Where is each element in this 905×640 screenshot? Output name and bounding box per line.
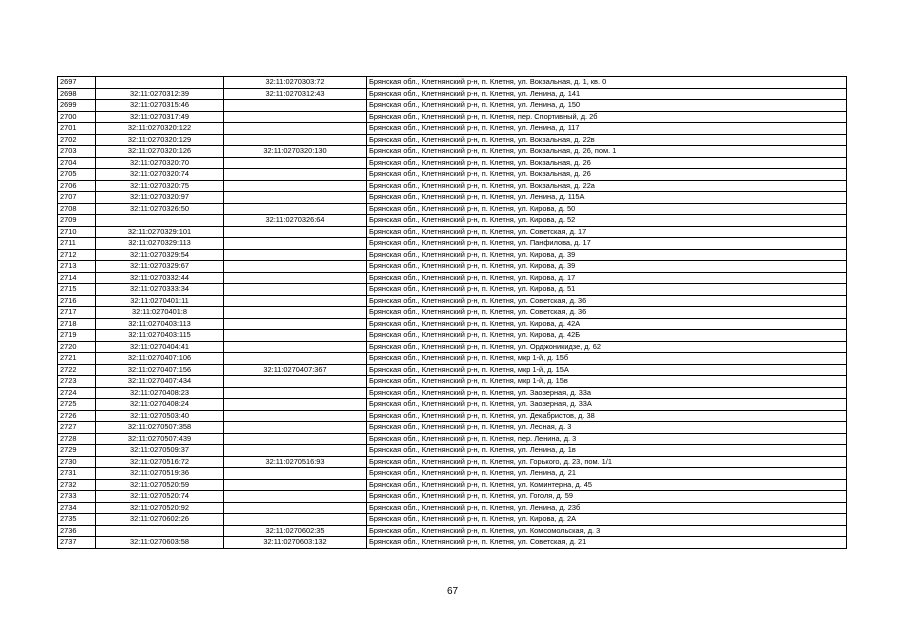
cadastral-number-cell: 32:11:0270332:44 (96, 272, 224, 284)
cadastral-number-cell: 32:11:0270408:23 (96, 387, 224, 399)
linked-cadastral-number-cell (224, 330, 367, 342)
linked-cadastral-number-cell: 32:11:0270407:367 (224, 364, 367, 376)
cadastral-number-cell: 32:11:0270329:67 (96, 261, 224, 273)
row-number-cell: 2723 (58, 376, 96, 388)
address-cell: Брянская обл., Клетнянский р-н, п. Клетня, пер. Ленина, д. 3 (367, 433, 847, 445)
table-row (58, 364, 847, 376)
cadastral-number-cell: 32:11:0270507:358 (96, 422, 224, 434)
linked-cadastral-number-cell (224, 491, 367, 503)
linked-cadastral-number-cell (224, 111, 367, 123)
address-cell: Брянская обл., Клетнянский р-н, п. Клетня, ул. Ленина, д. 141 (367, 88, 847, 100)
address-cell: Брянская обл., Клетнянский р-н, п. Клетня, ул. Заозерная, д. 33А (367, 399, 847, 411)
table-row (58, 272, 847, 284)
linked-cadastral-number-cell (224, 249, 367, 261)
row-number-cell: 2721 (58, 353, 96, 365)
table-row (58, 249, 847, 261)
linked-cadastral-number-cell (224, 445, 367, 457)
address-cell: Брянская обл., Клетнянский р-н, п. Клетня, ул. Вокзальная, д. 26, пом. 1 (367, 146, 847, 158)
cadastral-number-cell: 32:11:0270320:74 (96, 169, 224, 181)
row-number-cell: 2735 (58, 514, 96, 526)
row-number-cell: 2727 (58, 422, 96, 434)
linked-cadastral-number-cell: 32:11:0270603:132 (224, 537, 367, 549)
table-row (58, 468, 847, 480)
cadastral-number-cell: 32:11:0270320:122 (96, 123, 224, 135)
cadastral-number-cell: 32:11:0270329:113 (96, 238, 224, 250)
row-number-cell: 2706 (58, 180, 96, 192)
table-row (58, 514, 847, 526)
table-row (58, 376, 847, 388)
table-row (58, 330, 847, 342)
cadastral-number-cell: 32:11:0270520:74 (96, 491, 224, 503)
linked-cadastral-number-cell (224, 203, 367, 215)
address-cell: Брянская обл., Клетнянский р-н, п. Клетня, ул. Комсомольская, д. 3 (367, 525, 847, 537)
address-cell: Брянская обл., Клетнянский р-н, п. Клетня, ул. Кирова, д. 2А (367, 514, 847, 526)
records-table (57, 76, 847, 549)
address-cell: Брянская обл., Клетнянский р-н, п. Клетня, ул. Ленина, д. 150 (367, 100, 847, 112)
table-row (58, 456, 847, 468)
row-number-cell: 2716 (58, 295, 96, 307)
linked-cadastral-number-cell (224, 479, 367, 491)
address-cell: Брянская обл., Клетнянский р-н, п. Клетня, мкр 1-й, д. 15А (367, 364, 847, 376)
cadastral-number-cell (96, 215, 224, 227)
row-number-cell: 2717 (58, 307, 96, 319)
table-row (58, 491, 847, 503)
row-number-cell: 2729 (58, 445, 96, 457)
row-number-cell: 2712 (58, 249, 96, 261)
linked-cadastral-number-cell (224, 341, 367, 353)
address-cell: Брянская обл., Клетнянский р-н, п. Клетня, ул. Советская, д. 17 (367, 226, 847, 238)
address-cell: Брянская обл., Клетнянский р-н, п. Клетня, ул. Заозерная, д. 33а (367, 387, 847, 399)
row-number-cell: 2714 (58, 272, 96, 284)
cadastral-number-cell: 32:11:0270320:75 (96, 180, 224, 192)
row-number-cell: 2699 (58, 100, 96, 112)
row-number-cell: 2703 (58, 146, 96, 158)
cadastral-number-cell: 32:11:0270507:439 (96, 433, 224, 445)
linked-cadastral-number-cell (224, 134, 367, 146)
cadastral-number-cell: 32:11:0270503:40 (96, 410, 224, 422)
cadastral-number-cell: 32:11:0270320:126 (96, 146, 224, 158)
row-number-cell: 2722 (58, 364, 96, 376)
row-number-cell: 2710 (58, 226, 96, 238)
row-number-cell: 2724 (58, 387, 96, 399)
linked-cadastral-number-cell: 32:11:0270312:43 (224, 88, 367, 100)
cadastral-number-cell: 32:11:0270329:101 (96, 226, 224, 238)
row-number-cell: 2732 (58, 479, 96, 491)
cadastral-number-cell: 32:11:0270519:36 (96, 468, 224, 480)
cadastral-number-cell (96, 77, 224, 89)
table-row (58, 192, 847, 204)
linked-cadastral-number-cell (224, 261, 367, 273)
linked-cadastral-number-cell (224, 123, 367, 135)
row-number-cell: 2725 (58, 399, 96, 411)
table-row (58, 226, 847, 238)
cadastral-number-cell: 32:11:0270509:37 (96, 445, 224, 457)
linked-cadastral-number-cell (224, 502, 367, 514)
linked-cadastral-number-cell (224, 307, 367, 319)
table-row (58, 502, 847, 514)
cadastral-number-cell: 32:11:0270408:24 (96, 399, 224, 411)
row-number-cell: 2728 (58, 433, 96, 445)
address-cell: Брянская обл., Клетнянский р-н, п. Клетня, ул. Кирова, д. 52 (367, 215, 847, 227)
address-cell: Брянская обл., Клетнянский р-н, п. Клетня, ул. Кирова, д. 39 (367, 261, 847, 273)
linked-cadastral-number-cell (224, 468, 367, 480)
table-row (58, 169, 847, 181)
table-row (58, 134, 847, 146)
linked-cadastral-number-cell (224, 100, 367, 112)
row-number-cell: 2720 (58, 341, 96, 353)
row-number-cell: 2718 (58, 318, 96, 330)
row-number-cell: 2702 (58, 134, 96, 146)
address-cell: Брянская обл., Клетнянский р-н, п. Клетня, ул. Кирова, д. 42А (367, 318, 847, 330)
table-row (58, 123, 847, 135)
row-number-cell: 2713 (58, 261, 96, 273)
address-cell: Брянская обл., Клетнянский р-н, п. Клетня, ул. Орджоникидзе, д. 62 (367, 341, 847, 353)
linked-cadastral-number-cell (224, 284, 367, 296)
linked-cadastral-number-cell (224, 238, 367, 250)
linked-cadastral-number-cell (224, 399, 367, 411)
table-row (58, 157, 847, 169)
cadastral-number-cell: 32:11:0270401:11 (96, 295, 224, 307)
address-cell: Брянская обл., Клетнянский р-н, п. Клетня, ул. Горького, д. 23, пом. 1/1 (367, 456, 847, 468)
table-row (58, 146, 847, 158)
cadastral-number-cell: 32:11:0270326:50 (96, 203, 224, 215)
row-number-cell: 2731 (58, 468, 96, 480)
cadastral-number-cell: 32:11:0270520:92 (96, 502, 224, 514)
linked-cadastral-number-cell: 32:11:0270326:64 (224, 215, 367, 227)
table-row (58, 295, 847, 307)
address-cell: Брянская обл., Клетнянский р-н, п. Клетня, ул. Лесная, д. 3 (367, 422, 847, 434)
cadastral-number-cell: 32:11:0270401:8 (96, 307, 224, 319)
cadastral-number-cell: 32:11:0270404:41 (96, 341, 224, 353)
linked-cadastral-number-cell: 32:11:0270516:93 (224, 456, 367, 468)
cadastral-number-cell: 32:11:0270407:434 (96, 376, 224, 388)
linked-cadastral-number-cell (224, 387, 367, 399)
address-cell: Брянская обл., Клетнянский р-н, п. Клетня, ул. Ленина, д. 23б (367, 502, 847, 514)
address-cell: Брянская обл., Клетнянский р-н, п. Клетня, ул. Ленина, д. 21 (367, 468, 847, 480)
cadastral-number-cell: 32:11:0270315:46 (96, 100, 224, 112)
row-number-cell: 2701 (58, 123, 96, 135)
cadastral-number-cell: 32:11:0270403:115 (96, 330, 224, 342)
table-row (58, 111, 847, 123)
cadastral-number-cell: 32:11:0270603:58 (96, 537, 224, 549)
table-row (58, 215, 847, 227)
cadastral-number-cell: 32:11:0270312:39 (96, 88, 224, 100)
address-cell: Брянская обл., Клетнянский р-н, п. Клетня, ул. Кирова, д. 51 (367, 284, 847, 296)
linked-cadastral-number-cell: 32:11:0270320:130 (224, 146, 367, 158)
cadastral-number-cell: 32:11:0270320:97 (96, 192, 224, 204)
address-cell: Брянская обл., Клетнянский р-н, п. Клетня, ул. Ленина, д. 1в (367, 445, 847, 457)
row-number-cell: 2707 (58, 192, 96, 204)
linked-cadastral-number-cell (224, 353, 367, 365)
address-cell: Брянская обл., Клетнянский р-н, п. Клетня, ул. Вокзальная, д. 22в (367, 134, 847, 146)
cadastral-number-cell: 32:11:0270520:59 (96, 479, 224, 491)
table-row (58, 445, 847, 457)
row-number-cell: 2705 (58, 169, 96, 181)
linked-cadastral-number-cell (224, 192, 367, 204)
row-number-cell: 2700 (58, 111, 96, 123)
linked-cadastral-number-cell (224, 376, 367, 388)
table-row (58, 284, 847, 296)
table-row (58, 180, 847, 192)
address-cell: Брянская обл., Клетнянский р-н, п. Клетня, ул. Кирова, д. 42Б (367, 330, 847, 342)
linked-cadastral-number-cell (224, 169, 367, 181)
row-number-cell: 2704 (58, 157, 96, 169)
row-number-cell: 2697 (58, 77, 96, 89)
table-row (58, 307, 847, 319)
table-row (58, 422, 847, 434)
address-cell: Брянская обл., Клетнянский р-н, п. Клетня, ул. Декабристов, д. 38 (367, 410, 847, 422)
table-row (58, 433, 847, 445)
address-cell: Брянская обл., Клетнянский р-н, п. Клетня, ул. Кирова, д. 17 (367, 272, 847, 284)
address-cell: Брянская обл., Клетнянский р-н, п. Клетня, мкр 1-й, д. 15в (367, 376, 847, 388)
linked-cadastral-number-cell (224, 410, 367, 422)
row-number-cell: 2737 (58, 537, 96, 549)
row-number-cell: 2719 (58, 330, 96, 342)
address-cell: Брянская обл., Клетнянский р-н, п. Клетня, ул. Советская, д. 36 (367, 307, 847, 319)
linked-cadastral-number-cell (224, 433, 367, 445)
row-number-cell: 2698 (58, 88, 96, 100)
table-row (58, 479, 847, 491)
table-row (58, 525, 847, 537)
table-row (58, 203, 847, 215)
cadastral-number-cell: 32:11:0270407:156 (96, 364, 224, 376)
address-cell: Брянская обл., Клетнянский р-н, п. Клетня, ул. Кирова, д. 39 (367, 249, 847, 261)
table-row (58, 410, 847, 422)
cadastral-number-cell: 32:11:0270320:70 (96, 157, 224, 169)
linked-cadastral-number-cell (224, 226, 367, 238)
linked-cadastral-number-cell (224, 514, 367, 526)
address-cell: Брянская обл., Клетнянский р-н, п. Клетня, ул. Кирова, д. 50 (367, 203, 847, 215)
cadastral-number-cell: 32:11:0270317:49 (96, 111, 224, 123)
linked-cadastral-number-cell: 32:11:0270303:72 (224, 77, 367, 89)
cadastral-number-cell: 32:11:0270516:72 (96, 456, 224, 468)
address-cell: Брянская обл., Клетнянский р-н, п. Клетня, ул. Коминтерна, д. 45 (367, 479, 847, 491)
cadastral-number-cell: 32:11:0270333:34 (96, 284, 224, 296)
row-number-cell: 2709 (58, 215, 96, 227)
cadastral-number-cell: 32:11:0270320:129 (96, 134, 224, 146)
linked-cadastral-number-cell: 32:11:0270602:35 (224, 525, 367, 537)
table-row (58, 261, 847, 273)
row-number-cell: 2736 (58, 525, 96, 537)
address-cell: Брянская обл., Клетнянский р-н, п. Клетня, ул. Вокзальная, д. 22а (367, 180, 847, 192)
address-cell: Брянская обл., Клетнянский р-н, п. Клетня, ул. Ленина, д. 117 (367, 123, 847, 135)
row-number-cell: 2711 (58, 238, 96, 250)
cadastral-number-cell: 32:11:0270407:106 (96, 353, 224, 365)
table-row (58, 88, 847, 100)
table-row (58, 353, 847, 365)
table-row (58, 318, 847, 330)
row-number-cell: 2734 (58, 502, 96, 514)
address-cell: Брянская обл., Клетнянский р-н, п. Клетня, пер. Спортивный, д. 2б (367, 111, 847, 123)
table-row (58, 387, 847, 399)
address-cell: Брянская обл., Клетнянский р-н, п. Клетня, ул. Советская, д. 21 (367, 537, 847, 549)
linked-cadastral-number-cell (224, 157, 367, 169)
address-cell: Брянская обл., Клетнянский р-н, п. Клетня, ул. Вокзальная, д. 26 (367, 157, 847, 169)
records-table-body (58, 77, 847, 549)
table-row (58, 77, 847, 89)
address-cell: Брянская обл., Клетнянский р-н, п. Клетня, ул. Ленина, д. 115А (367, 192, 847, 204)
cadastral-number-cell: 32:11:0270329:54 (96, 249, 224, 261)
linked-cadastral-number-cell (224, 422, 367, 434)
cadastral-number-cell: 32:11:0270403:113 (96, 318, 224, 330)
cadastral-number-cell (96, 525, 224, 537)
page-number: 67 (446, 586, 459, 597)
linked-cadastral-number-cell (224, 180, 367, 192)
address-cell: Брянская обл., Клетнянский р-н, п. Клетня, ул. Вокзальная, д. 26 (367, 169, 847, 181)
row-number-cell: 2726 (58, 410, 96, 422)
row-number-cell: 2730 (58, 456, 96, 468)
address-cell: Брянская обл., Клетнянский р-н, п. Клетня, ул. Вокзальная, д. 1, кв. 0 (367, 77, 847, 89)
row-number-cell: 2733 (58, 491, 96, 503)
row-number-cell: 2708 (58, 203, 96, 215)
table-row (58, 238, 847, 250)
address-cell: Брянская обл., Клетнянский р-н, п. Клетня, ул. Панфилова, д. 17 (367, 238, 847, 250)
linked-cadastral-number-cell (224, 318, 367, 330)
table-row (58, 341, 847, 353)
table-row (58, 537, 847, 549)
table-row (58, 100, 847, 112)
row-number-cell: 2715 (58, 284, 96, 296)
linked-cadastral-number-cell (224, 295, 367, 307)
address-cell: Брянская обл., Клетнянский р-н, п. Клетня, ул. Советская, д. 36 (367, 295, 847, 307)
cadastral-number-cell: 32:11:0270602:26 (96, 514, 224, 526)
address-cell: Брянская обл., Клетнянский р-н, п. Клетня, ул. Гоголя, д. 59 (367, 491, 847, 503)
table-row (58, 399, 847, 411)
linked-cadastral-number-cell (224, 272, 367, 284)
address-cell: Брянская обл., Клетнянский р-н, п. Клетня, мкр 1-й, д. 15б (367, 353, 847, 365)
